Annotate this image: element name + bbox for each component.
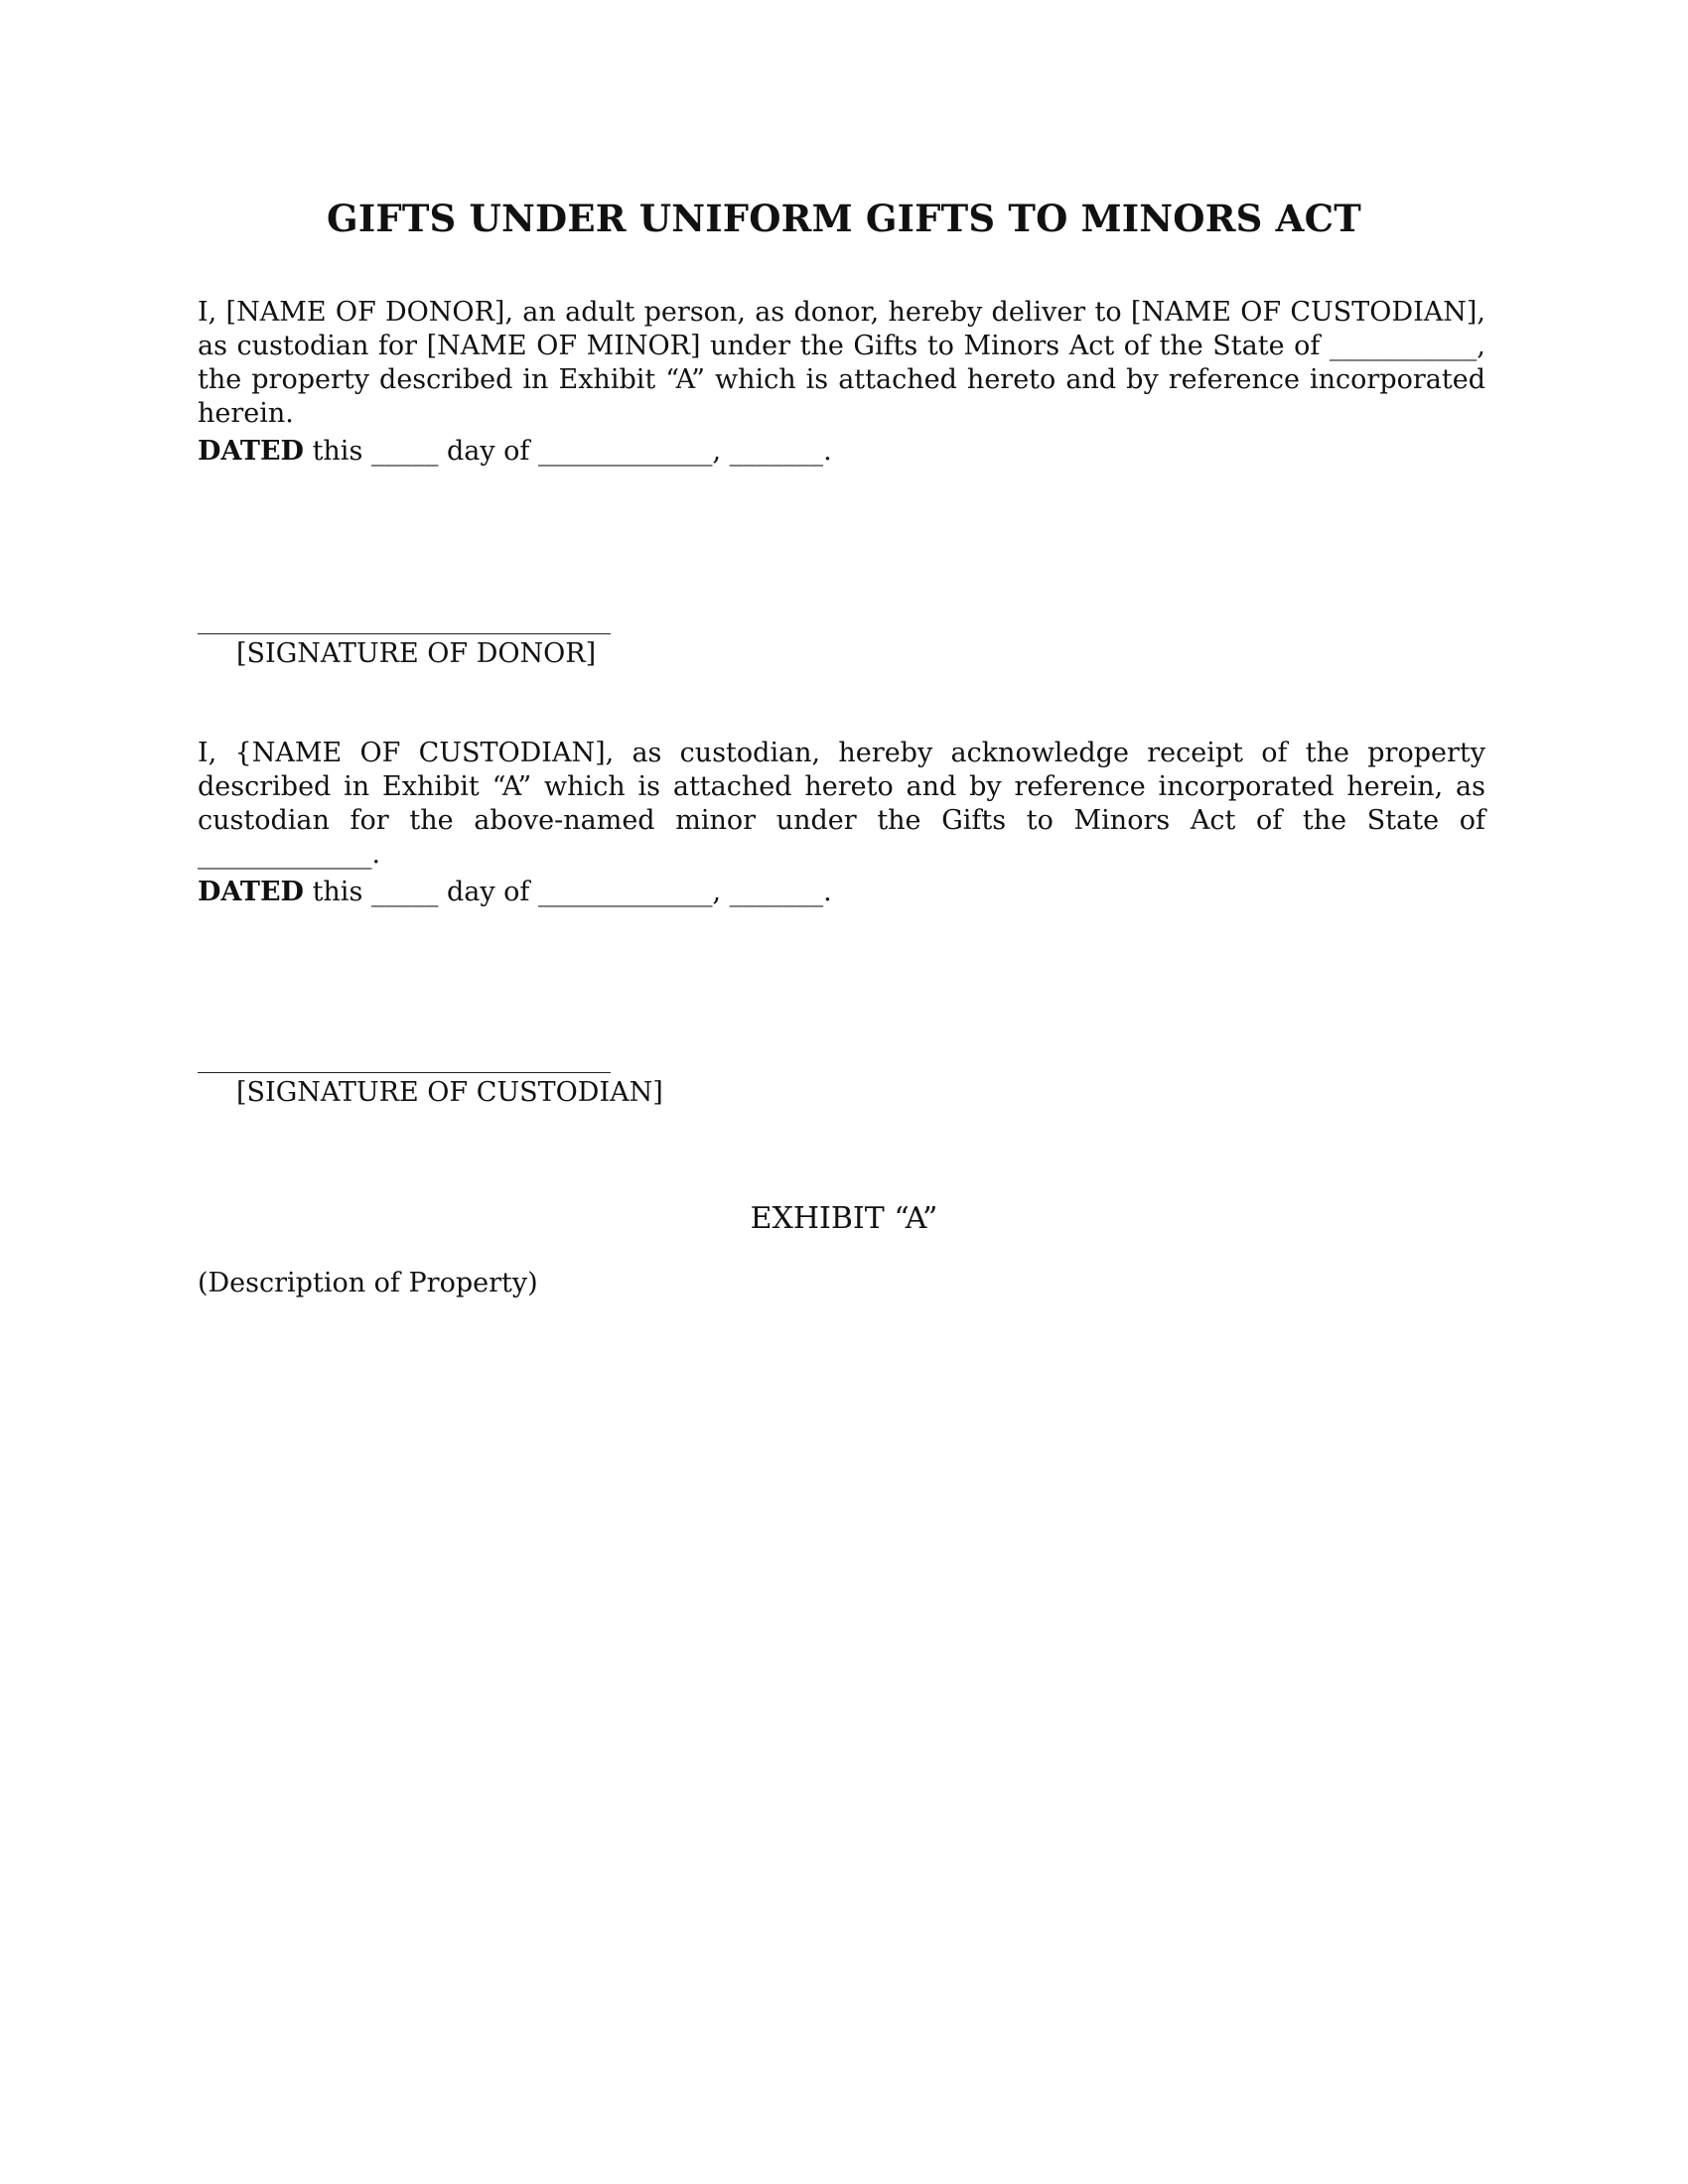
document-title: GIFTS UNDER UNIFORM GIFTS TO MINORS ACT: [327, 197, 1361, 240]
donor-paragraph: I, [NAME OF DONOR], an adult person, as donor, hereby deliver to [NAME OF CUSTODIAN], as custodian for [NAME OF MINOR] under the Gifts to Minors Act of the State of ___________, the property described in Exhibit “A” which is attached hereto and by reference incorporated herein.: [198, 297, 1485, 429]
custodian-dated-line: [198, 876, 832, 909]
exhibit-description: (Description of Property): [198, 1268, 538, 1298]
donor-signature-line: [198, 633, 611, 634]
custodian-paragraph: I, {NAME OF CUSTODIAN], as custodian, hereby acknowledge receipt of the property described in Exhibit “A” which is attached hereto and by reference incorporated herein, as custodian for the above-named minor under the Gifts to Minors Act of the State of _____________.: [198, 738, 1485, 870]
custodian-signature-line: [198, 1072, 611, 1073]
custodian-dated-blanks: this _____ day of _____________, _______.: [303, 877, 832, 907]
custodian-signature-label: [SIGNATURE OF CUSTODIAN]: [236, 1077, 663, 1108]
donor-dated-label: DATED: [198, 436, 304, 467]
donor-dated-blanks: this _____ day of _____________, _______.: [303, 436, 832, 467]
donor-signature-label: [SIGNATURE OF DONOR]: [236, 638, 597, 669]
custodian-dated-label: DATED: [198, 877, 304, 907]
exhibit-heading: EXHIBIT “A”: [750, 1201, 938, 1236]
donor-dated-line: [198, 435, 832, 469]
